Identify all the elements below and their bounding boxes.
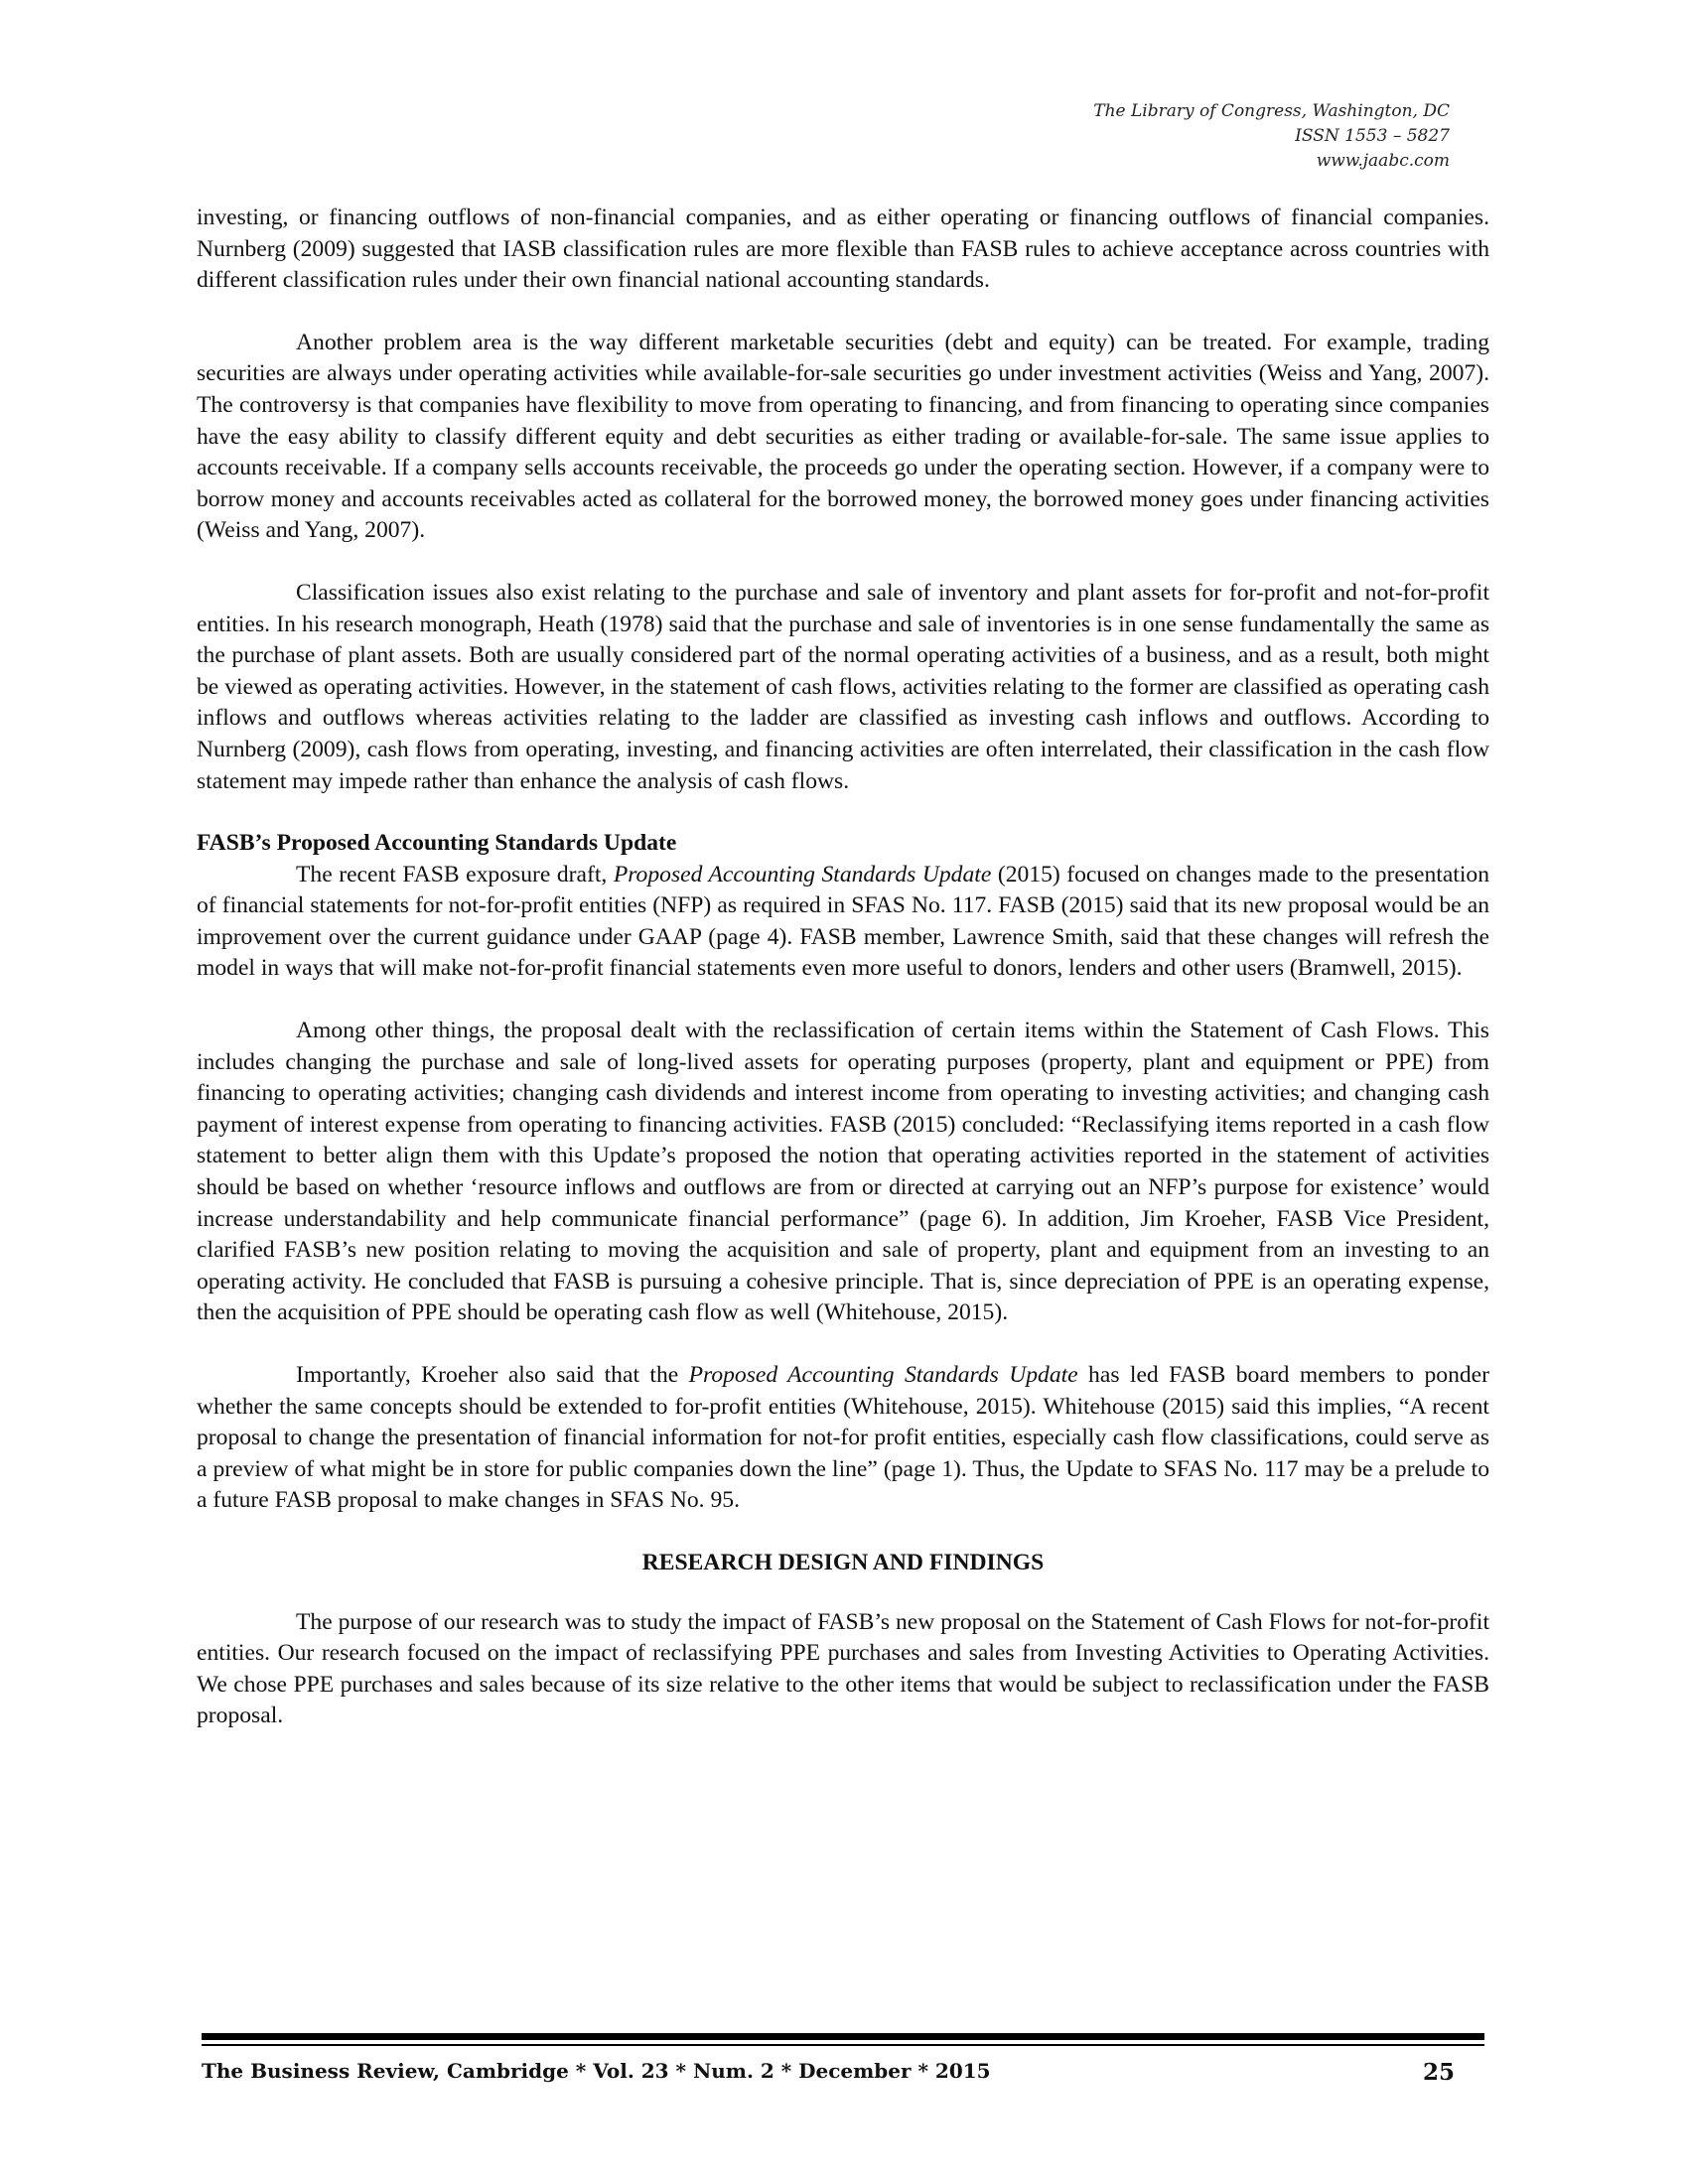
section-heading-centered: RESEARCH DESIGN AND FINDINGS: [641, 1549, 1045, 1575]
text-span: Importantly, Kroeher also said that the: [296, 1362, 689, 1388]
paragraph: investing, or financing outflows of non-financial companies, and as either operating or financing outflows of financial companies. Nurnberg (2009) suggested that IASB classification rules are more flexible than FASB rules to achieve acceptance across countries with different classification rules under their own financial national accounting standards.: [197, 205, 1489, 294]
text-span: The recent FASB exposure draft,: [296, 861, 614, 887]
footer-rule: [202, 2033, 1484, 2040]
italic-title: Proposed Accounting Standards Update: [688, 1362, 1078, 1388]
header-publisher: The Library of Congress, Washington, DC: [1093, 101, 1450, 121]
text-span: (2015) focused on changes made to the presentation of financial statements for not-for-profit entities (NFP) as required in SFAS No. 117. FASB (2015) said that its new proposal would be an improvement over the current guidance under GAAP (page 4). FASB member, Lawrence Smith, said that these changes will refresh the model in ways that will make not-for-profit financial statements even more useful to donors, lenders and other users (Bramwell, 2015).: [197, 861, 1489, 982]
page-number: 25: [1422, 2059, 1455, 2086]
paragraph: [197, 1360, 1489, 1517]
section-heading: FASB’s Proposed Accounting Standards Update: [197, 830, 677, 857]
paragraph: Classification issues also exist relating to the purchase and sale of inventory and plant assets for for-profit and not-for-profit entities. In his research monograph, Heath (1978) said that the purchase and sale of inventories is in one sense fundamentally the same as the purchase of plant assets. Both are usually considered part of the normal operating activities of a business, and as a result, both might be viewed as operating activities. However, in the statement of cash flows, activities relating to the former are classified as operating cash inflows and outflows whereas activities relating to the ladder are classified as investing cash inflows and outflows. According to Nurnberg (2009), cash flows from operating, investing, and financing activities are often interrelated, their classification in the cash flow statement may impede rather than enhance the analysis of cash flows.: [197, 579, 1489, 794]
footer-journal: The Business Review, Cambridge * Vol. 23 * Num. 2 * December * 2015: [202, 2059, 991, 2083]
paragraph: Among other things, the proposal dealt with the reclassification of certain items within the Statement of Cash Flows. This includes changing the purchase and sale of long-lived assets for operating purposes (property, plant and equipment or PPE) from financing to operating activities; changing cash dividends and interest income from operating to investing activities; and changing cash payment of interest expense from operating to financing activities. FASB (2015) concluded: “Reclassifying items reported in a cash flow statement to better align them with this Update’s proposed the notion that operating activities reported in the statement of activities should be based on whether ‘resource inflows and outflows are from or directed at carrying out an NFP’s purpose for existence’ would increase understandability and help communicate financial performance” (page 6). In addition, Jim Kroeher, FASB Vice President, clarified FASB’s new position relating to moving the acquisition and sale of property, plant and equipment from an investing to an operating activity. He concluded that FASB is pursuing a cohesive principle. That is, since depreciation of PPE is an operating expense, then the acquisition of PPE should be operating cash flow as well (Whitehouse, 2015).: [197, 1018, 1489, 1326]
footer-rule: [202, 2044, 1484, 2046]
page-header: [755, 99, 1450, 174]
italic-title: Proposed Accounting Standards Update: [613, 861, 992, 887]
header-website: www.jaabc.com: [1316, 151, 1450, 171]
paragraph: [197, 860, 1489, 985]
text-span: has led FASB board members to ponder whether the same concepts should be extended to for-profit entities (Whitehouse, 2015). Whitehouse (2015) said this implies, “A recent proposal to change the presentation of financial information for not-for profit entities, especially cash flow classifications, could serve as a preview of what might be in store for public companies down the line” (page 1). Thus, the Update to SFAS No. 117 may be a prelude to a future FASB proposal to make changes in SFAS No. 95.: [197, 1362, 1490, 1514]
article-body: [197, 203, 1489, 1732]
paragraph: The purpose of our research was to study the impact of FASB’s new proposal on the Statement of Cash Flows for not-for-profit entities. Our research focused on the impact of reclassifying PPE purchases and sales from Investing Activities to Operating Activities. We chose PPE purchases and sales because of its size relative to the other items that would be subject to reclassification under the FASB proposal.: [197, 1608, 1489, 1729]
paragraph: Another problem area is the way different marketable securities (debt and equity) can be treated. For example, trading securities are always under operating activities while available-for-sale securities go under investment activities (Weiss and Yang, 2007). The controversy is that companies have flexibility to move from operating to financing, and from financing to operating since companies have the easy ability to classify different equity and debt securities as either trading or available-for-sale. The same issue applies to accounts receivable. If a company sells accounts receivable, the proceeds go under the operating section. However, if a company were to borrow money and accounts receivables acted as collateral for the borrowed money, the borrowed money goes under financing activities (Weiss and Yang, 2007).: [197, 329, 1489, 544]
header-issn: ISSN 1553 – 5827: [1295, 126, 1450, 146]
